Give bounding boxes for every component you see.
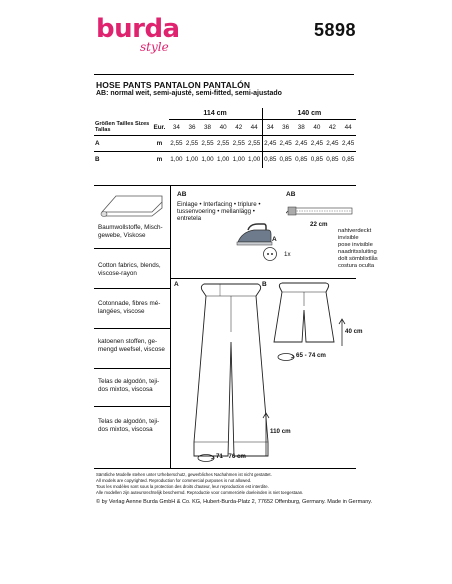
button-view-label: A [272, 236, 277, 243]
yardage-cell: 1,00 [231, 152, 247, 168]
size-cell: 40 [313, 124, 321, 131]
fabric-divider [94, 288, 170, 289]
fabric-roll-icon [98, 190, 166, 220]
size-cell: 38 [297, 124, 305, 131]
size-cell: 34 [262, 120, 278, 136]
eur-label: Eur. [153, 123, 166, 131]
yardage-cell: 0,85 [340, 152, 356, 168]
legal-notice-de: Sämtliche Modelle stehen unter Urheberschutz, gewerbliches Nachahmen ist nicht gestattet. [96, 472, 272, 477]
copyright: © by Verlag Aenne Burda GmbH & Co. KG, Hubert-Burda-Platz 2, 77652 Offenburg, Germany. Made in Germany. [96, 499, 373, 505]
trousers-view-a-drawing [192, 282, 270, 468]
fabric-divider [94, 248, 170, 249]
legal-notice-nl: Alle modellen zijn auteursrechtelijk beschermd. Reproductie voor commerciële doeleinden is niet toegestaan. [96, 490, 304, 495]
zipper-length: 22 cm [310, 221, 328, 228]
shorts-view-b-drawing [272, 282, 336, 348]
legal-notice-fr: Tous les modèles sont sous la protection des droits d'auteur, leur reproduction est interdite. [96, 484, 269, 489]
fabric-divider [94, 328, 170, 329]
yardage-cell: 2,55 [184, 136, 200, 152]
yardage-cell: 2,55 [247, 136, 263, 152]
fabric-divider [94, 406, 170, 407]
legal-notice-en: All models are copyrighted. Reproduction for commercial purposes is not allowed. [96, 478, 252, 483]
brand-logo [96, 14, 180, 58]
yardage-cell: 2,45 [325, 136, 341, 152]
size-cell: 36 [188, 124, 196, 131]
fabric-suggestion-en: Cotton fabrics, blends, viscose-rayon [98, 262, 161, 277]
trousers-length: 110 cm [270, 428, 291, 435]
yardage-cell: 2,55 [231, 136, 247, 152]
column-divider [170, 186, 171, 468]
yardage-cell: 0,85 [278, 152, 294, 168]
size-cell: 42 [235, 124, 243, 131]
yardage-cell: 1,00 [247, 152, 263, 168]
pattern-number: 5898 [313, 20, 356, 40]
size-cell: 42 [328, 124, 336, 131]
brand-sub: style [140, 40, 169, 54]
yardage-cell: 0,85 [309, 152, 325, 168]
size-cell: 38 [204, 124, 212, 131]
section-divider [94, 185, 356, 186]
yardage-cell: 2,45 [309, 136, 325, 152]
yardage-cell: 2,55 [169, 136, 185, 152]
size-cell: 44 [344, 124, 352, 131]
yardage-cell: 2,55 [215, 136, 231, 152]
fabric-suggestion-fr: Cotonnade, fibres mé- langées, viscose [98, 300, 161, 315]
notions-divider [171, 278, 356, 279]
size-cell: 44 [250, 124, 258, 131]
fabric-divider [94, 368, 170, 369]
header-divider [94, 74, 354, 75]
yardage-cell: 2,45 [293, 136, 309, 152]
yardage-table [94, 108, 356, 168]
pattern-title: HOSE PANTS PANTALON PANTALÓN [96, 80, 251, 90]
zipper-icon [286, 202, 354, 222]
size-cell: 40 [219, 124, 227, 131]
length-arrow-icon [262, 412, 270, 458]
fabric-suggestion-nl: katoenen stoffen, ge- mengd weefsel, viscose [98, 338, 165, 353]
yardage-cell: 1,00 [215, 152, 231, 168]
fabric-suggestion-es: Telas de algodón, teji- dos mixtos, viscosa [98, 378, 160, 393]
fabric-suggestion-de: Baumwollstoffe, Misch- gewebe, Viskose [98, 224, 163, 239]
sizes-label: Größen Tailles Sizes Tallas [95, 121, 150, 134]
hem-circumference-icon [276, 352, 296, 362]
fabric-suggestion-es-2: Telas de algodón, teji- dos mixtos, viscosa [98, 418, 160, 433]
hem-circumference-icon [196, 453, 216, 463]
yardage-cell: 2,45 [340, 136, 356, 152]
fabric-width-140: 140 cm [262, 108, 356, 120]
zipper-text: nahtverdeckt invisible pose invisible naadritssluiting dolt sömblixtlås costura oculta [338, 228, 378, 269]
yardage-cell: 2,55 [200, 136, 216, 152]
shorts-hem-width: 65 - 74 cm [296, 352, 326, 359]
fabric-width-114: 114 cm [169, 108, 263, 120]
yardage-cell: 0,85 [293, 152, 309, 168]
view-b-label: B [94, 152, 150, 168]
size-cell: 36 [282, 124, 290, 131]
view-a-label: A [94, 136, 150, 152]
fit-line: AB: normal weit, semi-ajusté, semi-fitted, semi-ajustado [96, 90, 282, 97]
button-qty: 1x [284, 251, 291, 258]
yardage-cell: 1,00 [200, 152, 216, 168]
unit-label: m [150, 152, 168, 168]
unit-label: m [150, 136, 168, 152]
yardage-cell: 2,45 [262, 136, 278, 152]
yardage-cell: 0,85 [325, 152, 341, 168]
zipper-view-label: AB [286, 191, 296, 198]
view-b-tag: B [262, 281, 267, 288]
size-cell: 34 [172, 124, 180, 131]
button-icon [262, 246, 278, 262]
yardage-cell: 2,45 [278, 136, 294, 152]
yardage-cell: 1,00 [169, 152, 185, 168]
interfacing-view-label: AB [177, 191, 187, 198]
yardage-cell: 0,85 [262, 152, 278, 168]
yardage-cell: 1,00 [184, 152, 200, 168]
shorts-length: 40 cm [345, 328, 363, 335]
brand-name: burda [96, 14, 180, 44]
trousers-hem-width: 71 - 76 cm [216, 453, 246, 460]
view-a-tag: A [174, 281, 179, 288]
interfacing-text: Einlage • Interfacing • triplure • tussenvoering • mellanlägg • entretela [177, 201, 261, 223]
footer-divider [94, 468, 356, 469]
